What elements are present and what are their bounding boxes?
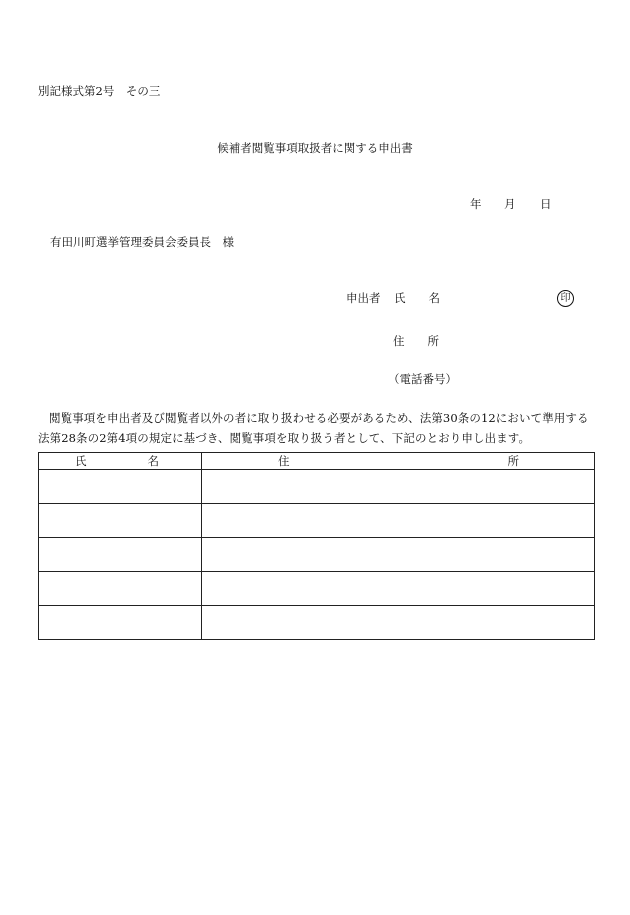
name-cell[interactable] [39,572,202,606]
date-month-label: 月 [504,197,516,211]
address-cell[interactable] [202,606,595,640]
header-name-char-2: 名 [147,454,159,468]
address-cell[interactable] [202,504,595,538]
page-title: 候補者閲覧事項取扱者に関する申出書 [217,141,413,155]
header-name [39,453,202,470]
header-address-char-1: 住 [278,454,290,468]
table-row [39,606,595,640]
name-label: 氏 名 [394,291,440,305]
date-day-label: 日 [540,197,552,211]
seal-mark: 印 [557,290,574,307]
designee-table [38,452,595,640]
table-header-row [39,453,595,470]
applicant-label: 申出者 [346,291,381,305]
name-cell[interactable] [39,504,202,538]
name-cell[interactable] [39,606,202,640]
table-row [39,572,595,606]
table-row [39,470,595,504]
date-line [470,199,552,211]
date-year-label: 年 [470,197,482,211]
header-address [202,453,595,470]
phone-label: （電話番号） [388,372,457,386]
table-row [39,538,595,572]
addressee: 有田川町選挙管理委員会委員長 様 [50,235,234,249]
table-row [39,504,595,538]
body-paragraph: 閲覧事項を申出者及び閲覧者以外の者に取り扱わせる必要があるため、法第30条の12において準用する法第28条の2第4項の規定に基づき、閲覧事項を取り扱う者として、下記のとおり申し出ます。 [38,411,589,445]
header-address-char-2: 所 [507,454,519,468]
address-cell[interactable] [202,538,595,572]
address-cell[interactable] [202,470,595,504]
name-cell[interactable] [39,538,202,572]
name-cell[interactable] [39,470,202,504]
form-number: 別記様式第2号 その三 [38,84,161,98]
applicant-name-row [346,293,440,305]
header-name-char-1: 氏 [75,454,87,468]
address-label: 住 所 [393,334,439,348]
address-cell[interactable] [202,572,595,606]
